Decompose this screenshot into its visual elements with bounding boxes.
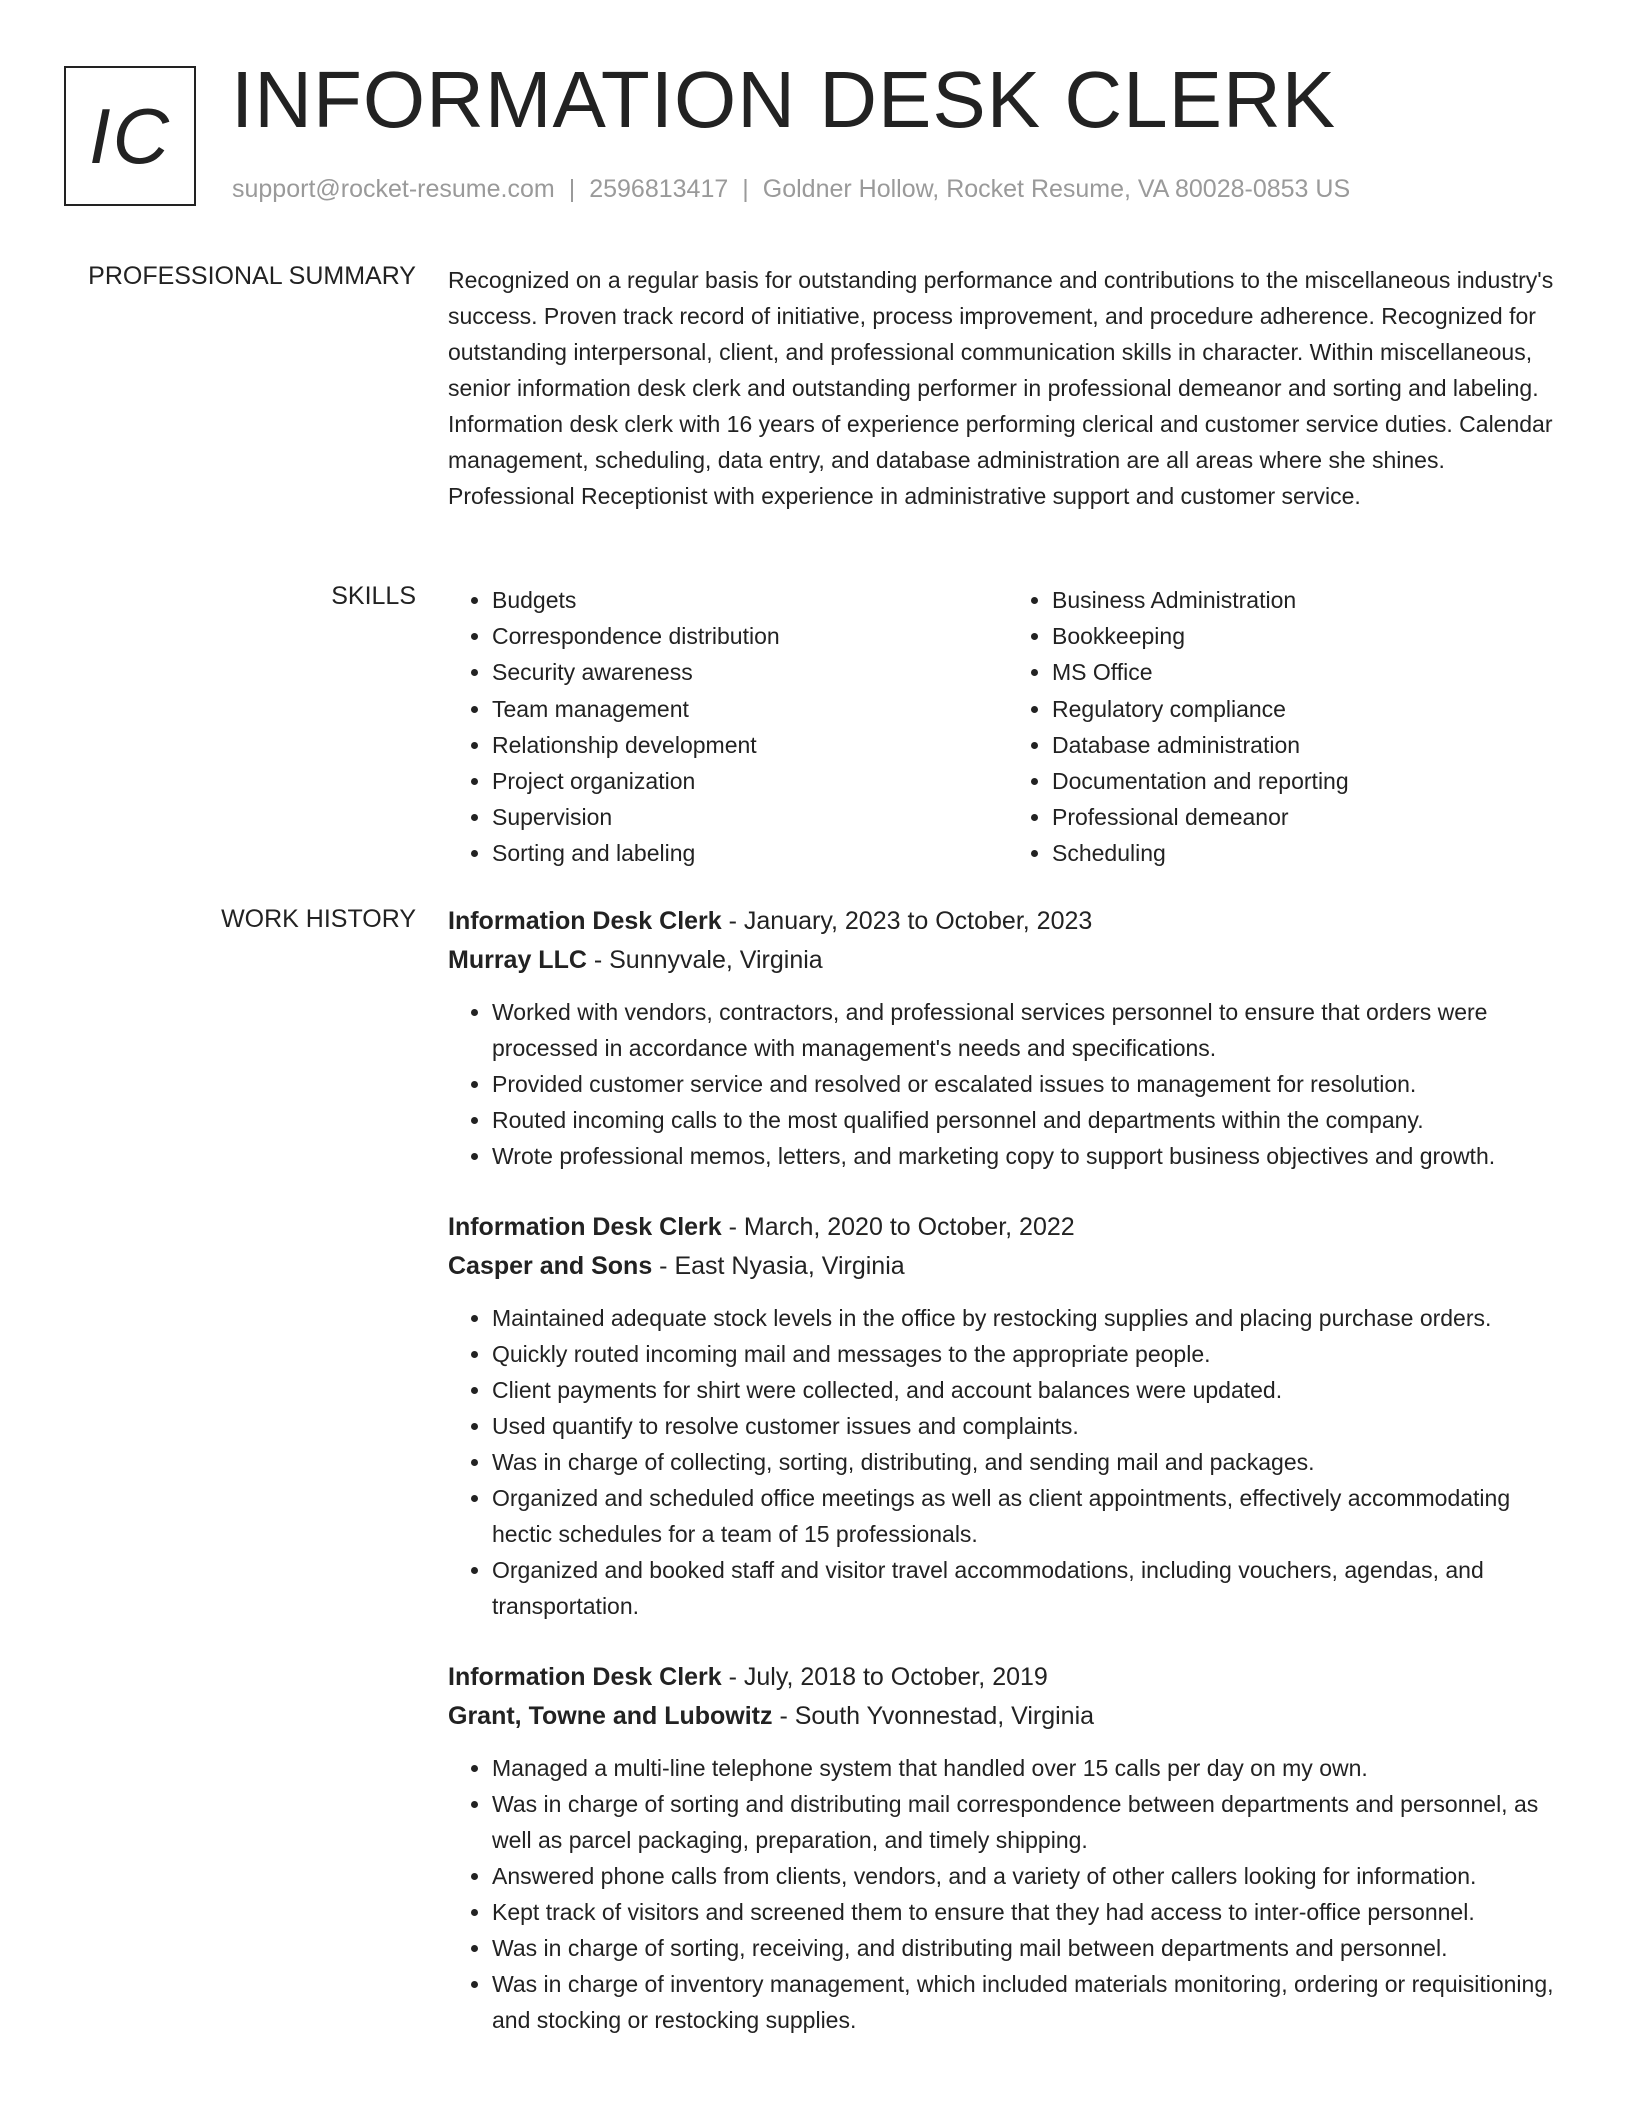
contact-line xyxy=(232,175,1350,204)
skill-item: • Sorting and labeling xyxy=(492,835,1008,871)
duty-item: • Quickly routed incoming mail and messages to the appropriate people. xyxy=(492,1336,1568,1372)
resume-title: INFORMATION DESK CLERK xyxy=(231,55,1337,144)
contact-phone: 2596813417 xyxy=(589,175,729,203)
job-company-line xyxy=(448,1246,1568,1286)
duty-item: • Client payments for shirt were collected, and account balances were updated. xyxy=(492,1372,1568,1408)
duty-item: • Organized and booked staff and visitor travel accommodations, including vouchers, agendas, and transportation. xyxy=(492,1552,1568,1624)
skill-item: • Regulatory compliance xyxy=(1052,691,1568,727)
skill-item: • Budgets xyxy=(492,582,1008,618)
contact-separator: | xyxy=(742,175,749,203)
duty-item: • Answered phone calls from clients, vendors, and a variety of other callers looking for information. xyxy=(492,1858,1568,1894)
monogram-badge: IC xyxy=(64,66,196,206)
job-duties xyxy=(448,1300,1568,1624)
job-entry xyxy=(448,1208,1568,1624)
job-entry xyxy=(448,1658,1568,2038)
job-dates: - March, 2020 to October, 2022 xyxy=(721,1213,1075,1241)
skill-item: • Documentation and reporting xyxy=(1052,763,1568,799)
skill-item: • Correspondence distribution xyxy=(492,618,1008,654)
skill-item: • Security awareness xyxy=(492,654,1008,690)
summary-text: Recognized on a regular basis for outstanding performance and contributions to the miscellaneous industry's success. Proven track record of initiative, process improvement, and procedure adherence. Recognized for outstanding interpersonal, client, and professional communication skills in character. Within miscellaneous, senior information desk clerk and outstanding performer in professional demeanor and sorting and labeling. Information desk clerk with 16 years of experience performing clerical and customer service duties. Calendar management, scheduling, data entry, and database administration are all areas where she shines. Professional Receptionist with experience in administrative support and customer service. xyxy=(448,267,1554,509)
contact-email: support@rocket-resume.com xyxy=(232,175,555,203)
skill-item: • Database administration xyxy=(1052,727,1568,763)
duty-item: • Routed incoming calls to the most qualified personnel and departments within the company. xyxy=(492,1102,1568,1138)
skill-item: • Team management xyxy=(492,691,1008,727)
duty-item: • Was in charge of collecting, sorting, distributing, and sending mail and packages. xyxy=(492,1444,1568,1480)
skills-heading: SKILLS xyxy=(331,582,416,610)
job-title-line xyxy=(448,902,1568,940)
job-location: - South Yvonnestad, Virginia xyxy=(772,1702,1095,1730)
job-entry xyxy=(448,902,1568,1174)
job-title-line xyxy=(448,1658,1568,1696)
jobs-list xyxy=(448,902,1568,2072)
skills-column-right xyxy=(1008,582,1568,872)
duty-item: • Used quantify to resolve customer issues and complaints. xyxy=(492,1408,1568,1444)
duty-item: • Wrote professional memos, letters, and marketing copy to support business objectives and growth. xyxy=(492,1138,1568,1174)
duty-item: • Kept track of visitors and screened them to ensure that they had access to inter-office personnel. xyxy=(492,1894,1568,1930)
skill-item: • Business Administration xyxy=(1052,582,1568,618)
duty-item: • Maintained adequate stock levels in the office by restocking supplies and placing purchase orders. xyxy=(492,1300,1568,1336)
work-history-heading: WORK HISTORY xyxy=(221,905,416,933)
skills-column-left xyxy=(448,582,1008,872)
job-company-line xyxy=(448,1696,1568,1736)
skill-item: • Relationship development xyxy=(492,727,1008,763)
skill-item: • Professional demeanor xyxy=(1052,799,1568,835)
skills-grid xyxy=(448,582,1568,872)
job-title: Information Desk Clerk xyxy=(448,907,722,935)
duty-item: • Managed a multi-line telephone system that handled over 15 calls per day on my own. xyxy=(492,1750,1568,1786)
duty-item: • Was in charge of inventory management, which included materials monitoring, ordering or requisitioning, and stocking or restocking supplies. xyxy=(492,1966,1568,2038)
skill-item: • Bookkeeping xyxy=(1052,618,1568,654)
summary-heading: PROFESSIONAL SUMMARY xyxy=(88,262,416,290)
job-title: Information Desk Clerk xyxy=(448,1213,722,1241)
summary-body xyxy=(448,262,1568,514)
skill-item: • MS Office xyxy=(1052,654,1568,690)
skill-item: • Project organization xyxy=(492,763,1008,799)
duty-item: • Was in charge of sorting and distributing mail correspondence between departments and personnel, as well as parcel packaging, preparation, and timely shipping. xyxy=(492,1786,1568,1858)
contact-separator: | xyxy=(568,175,576,203)
duty-item: • Was in charge of sorting, receiving, and distributing mail between departments and personnel. xyxy=(492,1930,1568,1966)
job-company: Casper and Sons xyxy=(448,1252,653,1280)
job-company: Murray LLC xyxy=(448,946,587,974)
job-location: - East Nyasia, Virginia xyxy=(652,1252,905,1280)
job-duties xyxy=(448,994,1568,1174)
job-duties xyxy=(448,1750,1568,2038)
skill-item: • Supervision xyxy=(492,799,1008,835)
job-dates: - January, 2023 to October, 2023 xyxy=(721,907,1093,935)
duty-item: • Organized and scheduled office meetings as well as client appointments, effectively accommodating hectic schedules for a team of 15 professionals. xyxy=(492,1480,1568,1552)
job-company-line xyxy=(448,940,1568,980)
duty-item: • Provided customer service and resolved or escalated issues to management for resolution. xyxy=(492,1066,1568,1102)
contact-address: Goldner Hollow, Rocket Resume, VA 80028-0853 US xyxy=(762,175,1351,203)
job-title: Information Desk Clerk xyxy=(448,1663,722,1691)
job-title-line xyxy=(448,1208,1568,1246)
job-dates: - July, 2018 to October, 2019 xyxy=(721,1663,1048,1691)
duty-item: • Worked with vendors, contractors, and professional services personnel to ensure that orders were processed in accordance with management's needs and specifications. xyxy=(492,994,1568,1066)
skill-item: • Scheduling xyxy=(1052,835,1568,871)
job-location: - Sunnyvale, Virginia xyxy=(586,946,823,974)
job-company: Grant, Towne and Lubowitz xyxy=(448,1702,773,1730)
